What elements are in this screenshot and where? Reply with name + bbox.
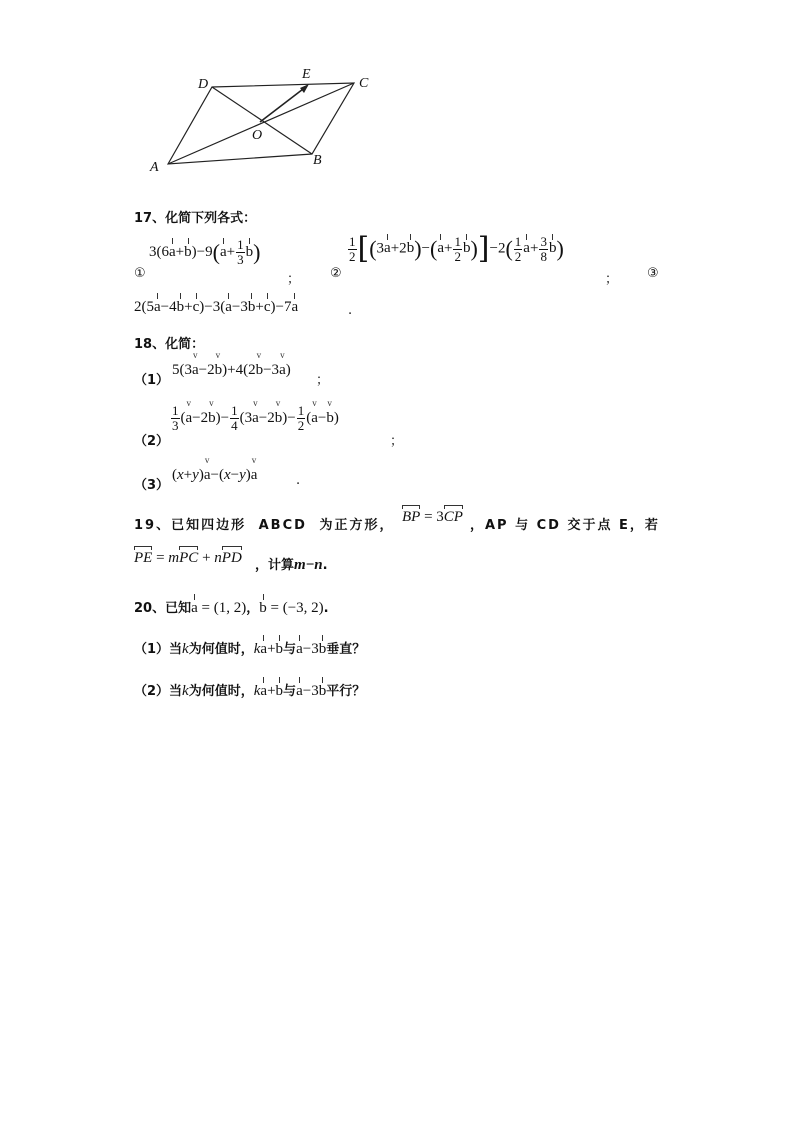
q19-middle: ，AP 与 CD 交于点 E，若: [470, 518, 660, 533]
q18-part-3-label: （3）: [134, 478, 170, 493]
q18-end: .: [296, 473, 301, 488]
q19-compute: ，计算: [255, 558, 295, 573]
q17-expr-1: 3(6a+b)−9(a+ $\frac{1}{3}$ b): [149, 237, 261, 267]
q17-mark-1: ①: [134, 266, 146, 281]
q20-p2-a: （2）当: [134, 684, 183, 699]
q20-comma: ，: [246, 601, 260, 616]
q17-mark-2: ②: [330, 266, 342, 281]
q18-title-text: 18、化简：: [134, 337, 205, 352]
q19-line-2-tail: [255, 554, 328, 574]
q17-expr-2: $\frac{1}{2}$ [(3a+2b)−(a+ $\frac{1}{2}$ b)]−2( $\frac{1}{2}$ a+ $\frac{3}{8}$ b): [349, 231, 564, 266]
q20-line-1: [134, 597, 329, 617]
point-d-label: D: [198, 77, 209, 92]
q20-p2-k: k: [182, 683, 189, 699]
q20-part-2: [134, 680, 365, 700]
arrowhead-e: [300, 84, 309, 93]
point-e-label: E: [302, 67, 311, 82]
parallelogram-figure: [140, 62, 380, 182]
q17-end: .: [348, 303, 353, 318]
q20-prefix: 20、已知: [134, 601, 192, 616]
q20-b-def: b = (−3, 2): [259, 600, 324, 616]
q19-bp-eq: BP = 3CP: [402, 509, 463, 525]
q17-mark-3: ③: [647, 266, 659, 281]
point-a-label: A: [150, 160, 159, 175]
q20-p1-expr2: a−3b: [296, 641, 327, 657]
q20-p2-c: 与: [283, 684, 297, 699]
q20-p1-a: （1）当: [134, 642, 183, 657]
q20-a-def: a = (1, 2): [191, 600, 247, 616]
q18-expr-3: (x+y)v a−(x−y)v a: [172, 467, 257, 484]
point-c-label: C: [359, 76, 369, 91]
q17-sep-2: ；: [605, 272, 619, 287]
point-o-label: O: [252, 128, 263, 143]
q17-title-text: 17、化简下列各式：: [134, 211, 257, 226]
q18-expr-1: 5(3v a−2v b)+4(2v b−3v a): [172, 362, 291, 379]
q19-end: .: [322, 558, 328, 573]
vector-oe: [260, 86, 307, 122]
q20-p2-b: 为何值时，: [188, 684, 254, 699]
point-b-label: B: [313, 153, 322, 168]
q20-p2-d: 平行？: [326, 684, 366, 699]
q20-p1-b: 为何值时，: [188, 642, 254, 657]
q17-title: [134, 207, 256, 226]
q18-part-2-label: （2）: [134, 434, 170, 449]
q19-line-1: [134, 514, 394, 533]
q20-p2-expr1: ka+b: [253, 683, 284, 699]
q20-p2-expr2: a−3b: [296, 683, 327, 699]
diagonal-ac: [168, 83, 354, 164]
q18-part-1-label: （1）: [134, 373, 170, 388]
q19-pe-eq: PE = mPC + nPD: [134, 550, 242, 566]
q18-expr-2: $\frac{1}{3}$ (v a−2v b)− $\frac{1}{4}$ (3v a−2v b)− $\frac{1}{2}$ (v a−v b): [170, 404, 339, 433]
q20-p1-d: 垂直？: [326, 642, 366, 657]
q19-line-1-tail: [470, 514, 660, 533]
q18-semi-1: ；: [316, 373, 330, 388]
q17-sep-1: ；: [287, 272, 301, 287]
q20-p1-c: 与: [283, 642, 297, 657]
q18-semi-2: ；: [390, 434, 404, 449]
q17-expr-3: 2(5a−4b+c)−3(a−3b+c)−7a: [134, 299, 299, 315]
q20-end: .: [323, 601, 329, 616]
q19-prefix: 19、已知四边形 ABCD 为正方形，: [134, 518, 395, 533]
q20-p1-expr1: ka+b: [253, 641, 284, 657]
q19-m-minus-n: m−n: [294, 557, 323, 573]
q20-part-1: [134, 638, 365, 658]
q20-p1-k: k: [182, 641, 189, 657]
